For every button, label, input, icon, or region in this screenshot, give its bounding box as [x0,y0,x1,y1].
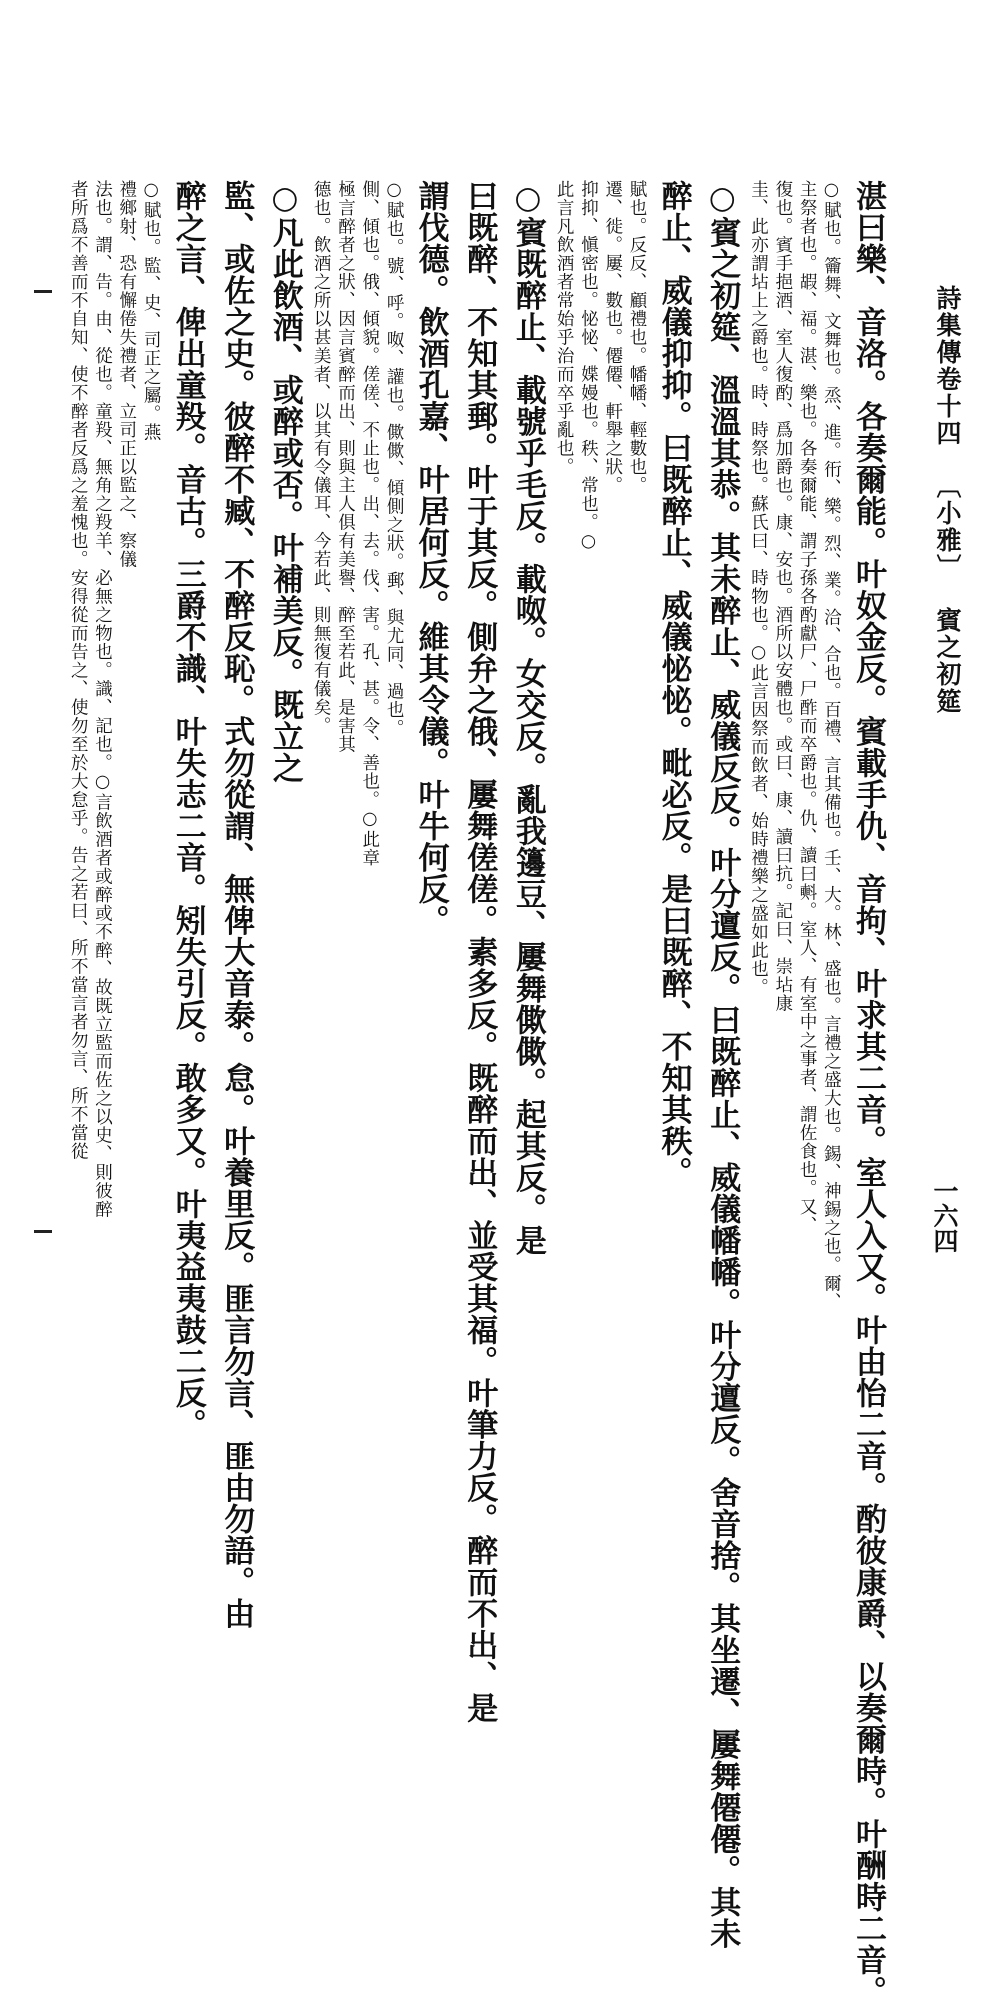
commentary-line: 者所爲不善而不自知、使不醉者反爲之羞愧也。安得從而告之、使勿至於大怠乎。告之若曰、所不當言者勿言、所不當從 [68,180,89,1161]
running-header [932,285,962,715]
commentary-column [552,180,601,1460]
commentary-line: ○賦也。籥舞、文舞也。烝、進。衎、樂。烈、業。洽、合也。百禮、言其備也。壬、大。林、盛也。言禮之盛大也。錫、神錫之也。爾、 [821,180,842,1311]
commentary-column [357,180,406,1460]
commentary-line: 此言凡飲酒者常始乎治而卒乎亂也。 [554,180,575,476]
commentary-line: 主祭者也。嘏、福。湛、樂也。各奏爾能、謂子孫各酌獻尸、尸酢而卒爵也。仇、讀曰㪺。室人、有室中之事者、謂佐食也。又、 [797,180,818,1235]
text-column: 監、或佐之史。彼醉不臧、不醉反恥。式勿從謂、無俾大音泰。怠。叶養里反。匪言勿言、匪由勿語。由 [218,180,255,1629]
text-column: 湛曰樂、音洛。各奏爾能。叶奴金反。賓載手仇、音拘、叶求其二音。室人入又。叶由怡二音。酌彼康爵、以奏爾時。叶酬時二音。 [850,180,886,2007]
commentary-line: 德也。飲酒之所以甚美者、以其有令儀耳、今若此、則無復有儀矣。 [311,180,332,735]
commentary-column [115,180,164,1460]
commentary-line: ○賦也。監、史、司正之屬。燕 [141,180,162,442]
commentary-line: 側、傾也。俄、傾貌。傞傞、不止也。出、去。伐、害。孔、甚。令、善也。○此章 [359,180,380,867]
commentary-line: 遷、徙。屢、數也。僊僊、軒舉之狀。 [602,180,623,495]
commentary-column [795,180,844,1460]
text-column: 醉止、威儀抑抑。曰既醉止、威儀怭怭。毗必反。是曰既醉、不知其秩。 [655,180,692,1188]
margin-mark [34,1230,52,1233]
commentary-line: 賦也。反反、顧禮也。幡幡、輕數也。 [627,180,648,495]
text-column: ○凡此飲酒、或醉或否。叶補美反。既立之 [266,180,303,784]
section-label: 〔小雅〕 [933,473,962,581]
commentary-column [66,180,115,1460]
book-title: 詩集傳卷十四 [933,285,962,447]
commentary-line: 極言醉者之狀、因言賓醉而出、則與主人俱有美譽、醉至若此、是害其 [335,180,356,754]
commentary-line: ○賦也。號、呼。呶、讙也。僛僛、傾側之狀。郵、與尤同、過也。 [384,180,405,738]
commentary-line: 抑抑、愼密也。怭怭、媟嫚也。秩、常也。○ [578,180,599,553]
commentary-column [309,180,358,1460]
commentary-line: 復也。賓手挹酒、室人復酌、爲加爵也。康、安也。酒所以安體也。或曰、康、讀曰抗。記曰、崇坫康 [772,180,793,1013]
margin-mark [34,290,52,293]
text-body [68,180,892,2007]
commentary-column [600,180,649,1460]
page-number: 一六四 [930,1178,959,1253]
commentary-line: 法也。謂、告。由、從也。童羖、無角之羖羊、必無之物也。識、記也。○言飲酒者或醉或不醉、故既立監而佐之以史、則彼醉 [92,180,113,1219]
poem-title: 賓之初筵 [933,607,962,715]
commentary-line: 禮鄉射、恐有懈倦失禮者、立司正以監之、察儀 [116,180,137,569]
text-column: 醉之言、俾出童羖。音古。三爵不識、叶失志二音。矧失引反。敢多又。叶夷益夷鼓二反。 [169,180,206,1440]
text-column: 曰既醉、不知其郵。叶于其反。側弁之俄、屢舞傞傞。素多反。既醉而出、並受其福。叶筆力反。醉而不出、是 [461,180,498,1724]
text-column: ○賓既醉止、載號乎毛反。載呶。女交反。亂我籩豆、屢舞僛僛。起其反。是 [509,180,546,1256]
text-column: 謂伐德。飲酒孔嘉、叶居何反。維其令儀。叶牛何反。 [412,180,449,936]
commentary-line: 圭、此亦謂坫上之爵也。時、時祭也。蘇氏曰、時物也。○此言因祭而飲者、始時禮樂之盛如此也。 [748,180,769,997]
commentary-column [746,180,795,1460]
text-column: ○賓之初筵、溫溫其恭。其未醉止、威儀反反。叶分邅反。曰既醉止、威儀幡幡。叶分邅反。舍音捨。其坐遷、屢舞僊僊。其未 [704,180,741,1949]
